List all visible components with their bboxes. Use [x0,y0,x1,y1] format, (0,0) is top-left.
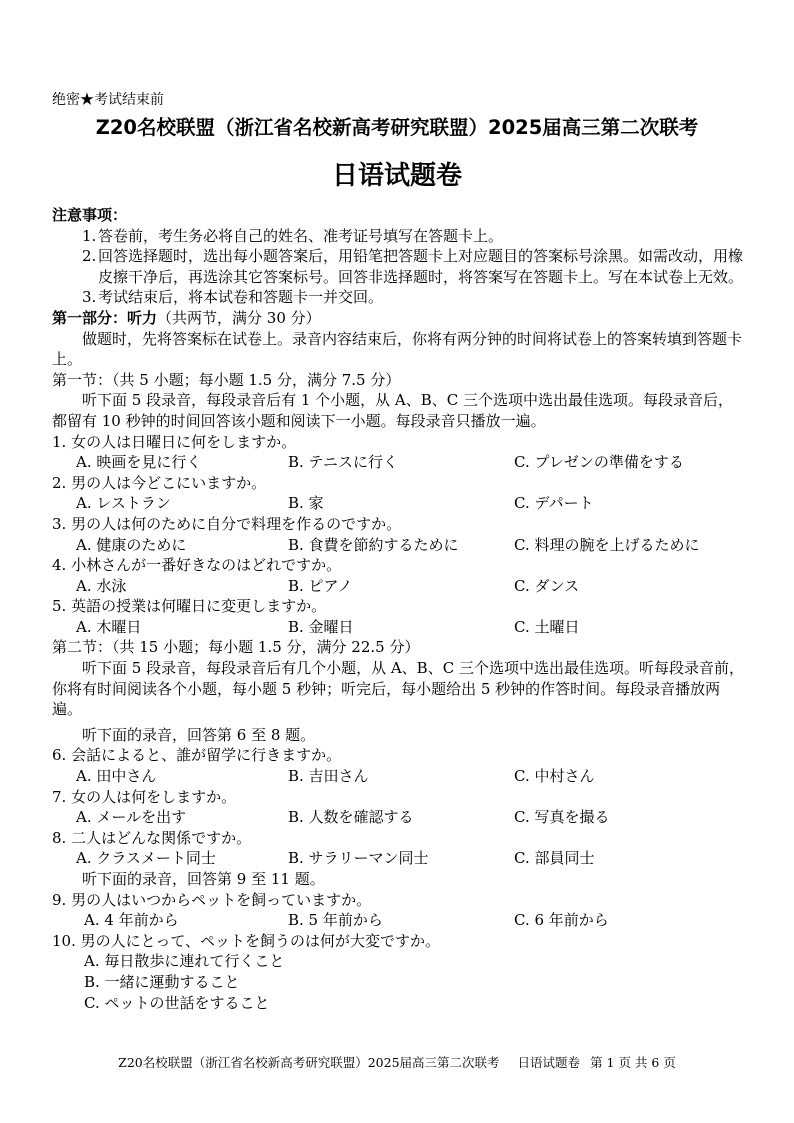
option-row [52,452,744,473]
option-row [52,807,744,828]
question-block [52,787,744,828]
footer-page-info: 第 1 页 共 6 页 [590,1055,676,1070]
option-b: B. 家 [288,494,324,513]
option-a: A. 毎日散歩に連れて行くこと [84,952,285,971]
section1-instructions: 听下面 5 段录音，每段录音后有 1 个小题，从 A、B、C 三个选项中选出最佳选项。每段录音后，都留有 10 秒钟的时间回答该小题和阅读下一小题。每段录音只播放一遍。 [52,391,734,430]
section1-heading: 第一节：（共 5 小题；每小题 1.5 分，满分 7.5 分） [52,370,401,389]
option-b: B. 食費を節約するために [288,535,459,554]
option-a: A. 水泳 [76,576,127,595]
option-row [52,848,744,869]
option-row [52,910,744,931]
exam-title: Z20名校联盟（浙江省名校新高考研究联盟）2025届高三第二次联考 [95,116,699,139]
question-block [52,745,744,786]
question-stem: 8. 二人はどんな関係ですか。 [52,828,252,847]
option-row [52,766,744,787]
option-row [52,493,744,514]
option-b: B. ピアノ [288,576,353,595]
option-a: A. レストラン [76,494,171,513]
paper-subtitle: 日语试题卷 [331,161,462,191]
option-a: A. メールを出す [76,808,187,827]
section2-heading: 第二节：（共 15 小题；每小题 1.5 分，满分 22.5 分） [52,638,420,657]
question-block [52,555,744,596]
part1-heading [52,308,744,329]
option-a: A. 4 年前から [84,911,179,930]
option-a: A. 田中さん [76,767,157,786]
option-b: B. 5 年前から [288,911,383,930]
question-stem: 7. 女の人は何をしますか。 [52,787,237,806]
option-b: B. 吉田さん [288,767,369,786]
group-prompt: 听下面的录音，回答第 6 至 8 题。 [82,725,316,744]
option-c: C. プレゼンの準備をする [514,453,684,472]
part1-heading-rest: （共两节，满分 30 分） [157,308,321,327]
question-stem: 5. 英語の授業は何曜日に変更しますか。 [52,597,327,616]
question-stem: 6. 会話によると、誰が留学に行きますか。 [52,746,342,765]
question-stem: 9. 男の人はいつからペットを飼っていますか。 [52,890,372,909]
option-c: C. 料理の腕を上げるために [514,535,700,554]
footer-paper-name: 日语试题卷 [517,1055,581,1070]
exam-body [52,205,744,1013]
option-b: B. 人数を確認する [288,808,414,827]
question-stem: 2. 男の人は今どこにいますか。 [52,473,267,492]
option-a: A. 健康のために [76,535,187,554]
option-c: C. 写真を撮る [514,808,610,827]
option-c: C. 土曜日 [514,617,580,636]
page-footer [0,1053,794,1074]
option-row [52,617,744,638]
option-a: A. 映画を見に行く [76,453,202,472]
notice-heading: 注意事项： [52,206,128,224]
option-c: C. デパート [514,494,594,513]
question-stem: 1. 女の人は日曜日に何をしますか。 [52,432,297,451]
notice-text: 回答选择题时，选出每小题答案后，用铅笔把答题卡上对应题目的答案标号涂黑。如需改动，用橡皮擦干净后，再选涂其它答案标号。回答非选择题时，将答案写在答题卡上。写在本试卷上无效。 [98,247,744,286]
question-block [52,432,744,473]
option-row [52,535,744,556]
secret-label: 绝密★考试结束前 [52,92,164,108]
notice-number: 1. [82,226,97,245]
option-b: B. 金曜日 [288,617,354,636]
question-block [52,473,744,514]
question-block [52,514,744,555]
option-c: C. ペットの世話をすること [84,993,270,1012]
question-block [52,596,744,637]
question-block [52,828,744,869]
footer-exam-name: Z20名校联盟（浙江省名校新高考研究联盟）2025届高三第二次联考 [118,1055,500,1070]
option-b: B. 一緒に運動すること [84,972,240,991]
option-c: C. 6 年前から [514,911,609,930]
option-a: A. クラスメート同士 [76,849,216,868]
option-a: A. 木曜日 [76,617,142,636]
notice-item [52,226,744,247]
option-c: C. ダンス [514,576,580,595]
question-block [52,931,744,1013]
question-block [52,890,744,931]
notice-text: 考试结束后，将本试卷和答题卡一并交回。 [98,288,384,307]
question-stem: 10. 男の人にとって、ペットを飼うのは何が大変ですか。 [52,931,441,950]
option-b: B. サラリーマン同士 [288,849,429,868]
option-row [52,576,744,597]
notice-item [52,287,744,308]
question-stem: 3. 男の人は何のために自分で料理を作るのですか。 [52,514,402,533]
option-b: B. テニスに行く [288,453,398,472]
notice-number: 2. [82,247,97,266]
option-c: C. 部員同士 [514,849,595,868]
notice-item [52,246,744,287]
notice-text: 答卷前，考生务必将自己的姓名、准考证号填写在答题卡上。 [98,226,504,245]
notice-number: 3. [82,288,97,307]
part1-heading-bold: 第一部分：听力 [52,308,158,327]
option-c: C. 中村さん [514,767,595,786]
part1-intro: 做题时，先将答案标在试卷上。录音内容结束后，你将有两分钟的时间将试卷上的答案转填到答题卡上。 [52,329,743,369]
group-prompt: 听下面的录音，回答第 9 至 11 题。 [82,870,325,888]
section2-instructions: 听下面 5 段录音，每段录音后有几个小题，从 A、B、C 三个选项中选出最佳选项。听每段录音前，你将有时间阅读各个小题，每小题 5 秒钟；听完后，每小题给出 5 秒钟的作答时间。每段录音播放两遍。 [52,659,744,719]
question-stem: 4. 小林さんが一番好きなのはどれですか。 [52,556,342,575]
